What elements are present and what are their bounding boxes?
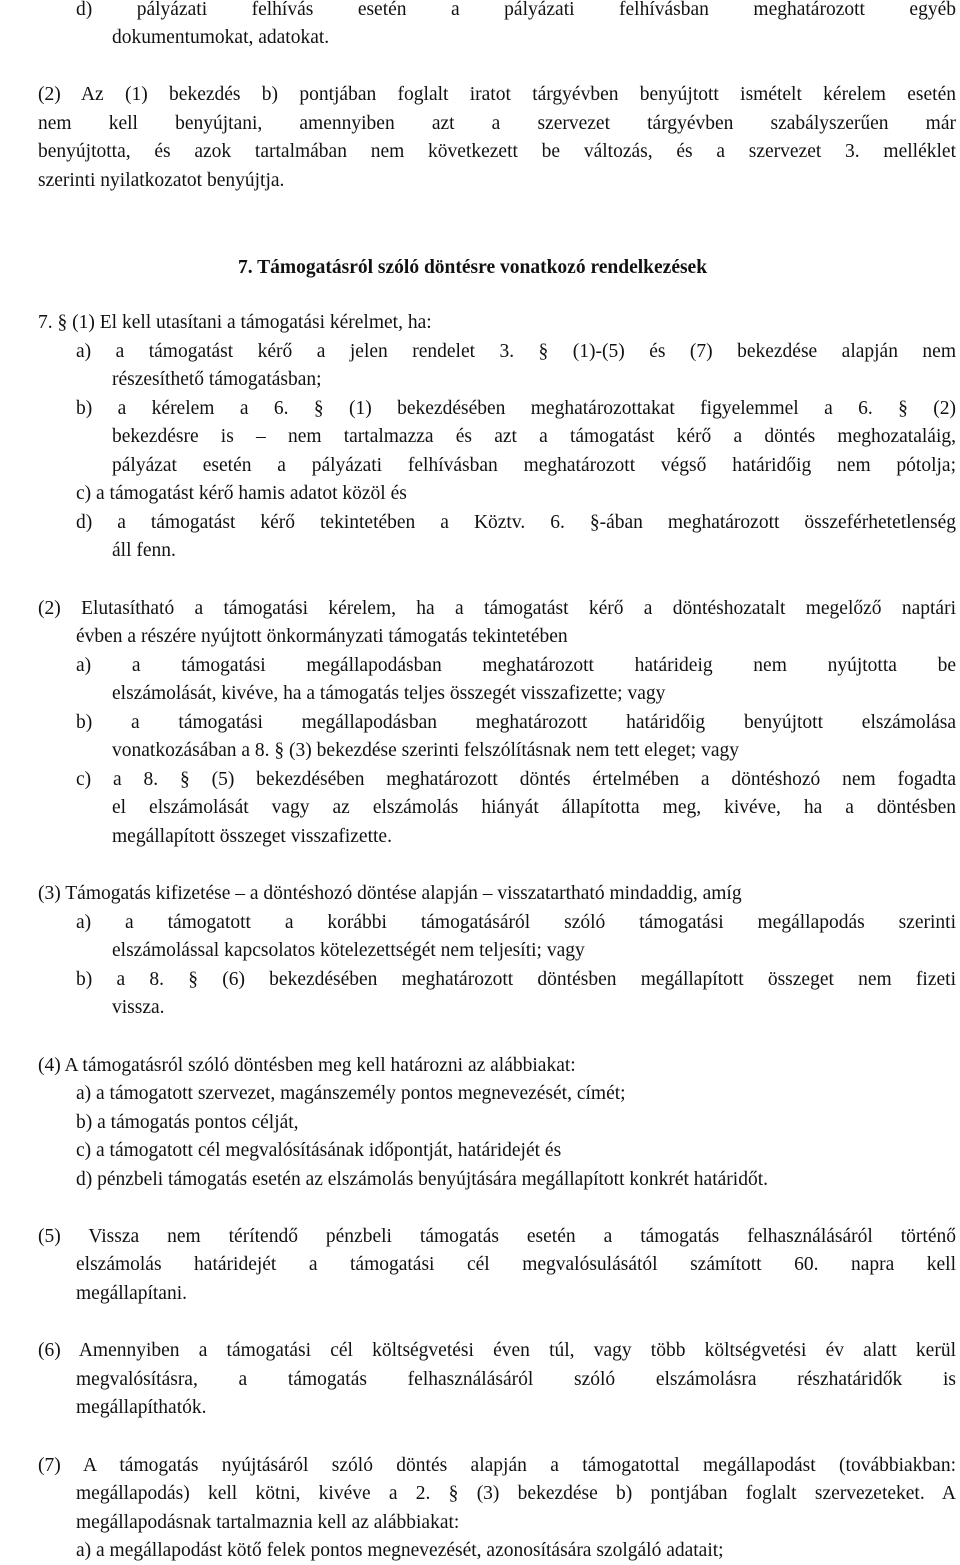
item-d-line-2: dokumentumokat, adatokat. — [112, 27, 330, 48]
s7-2-line-1: (2) Elutasítható a támogatási kérelem, ha a támogatást kérő a döntéshozatalt megelőző naptári — [38, 598, 956, 619]
s7-4-line-1: (4) A támogatásról szóló döntésben meg kell határozni az alábbiakat: — [38, 1055, 576, 1076]
s7-5-line-1: (5) Vissza nem térítendő pénzbeli támogatás esetén a támogatás felhasználásáról történő — [38, 1226, 956, 1247]
s7-1-line-1: 7. § (1) El kell utasítani a támogatási kérelmet, ha: — [38, 312, 432, 333]
s7-2-line-2: évben a részére nyújtott önkormányzati támogatás tekintetében — [76, 626, 568, 647]
s7-3-line-3: elszámolással kapcsolatos kötelezettségét nem teljesíti; vagy — [112, 940, 585, 961]
s7-1-line-8: d) a támogatást kérő tekintetében a Köztv. 6. §-ában meghatározott összeférhetetlenség — [76, 512, 956, 533]
s7-4-line-5: d) pénzbeli támogatás esetén az elszámolás benyújtására megállapított konkrét határidőt. — [76, 1169, 768, 1190]
s7-4-line-4: c) a támogatott cél megvalósításának időpontját, határidejét és — [76, 1140, 562, 1161]
s7-1-line-9: áll fenn. — [112, 540, 176, 561]
s7-6-line-2: megvalósításra, a támogatás felhasználásáról szóló elszámolásra részhatáridők is — [76, 1369, 956, 1390]
p2-line-4: szerinti nyilatkozatot benyújtja. — [38, 170, 285, 191]
s7-3-line-1: (3) Támogatás kifizetése – a döntéshozó döntése alapján – visszatartható mindaddig, amíg — [38, 883, 742, 904]
p2-line-2: nem kell benyújtani, amennyiben azt a szervezet tárgyévben szabályszerűen már — [38, 113, 956, 134]
section-heading: 7. Támogatásról szóló döntésre vonatkozó rendelkezések — [238, 257, 708, 278]
s7-5-line-3: megállapítani. — [76, 1283, 188, 1304]
s7-1-line-4: b) a kérelem a 6. § (1) bekezdésében meghatározottakat figyelemmel a 6. § (2) — [76, 398, 956, 419]
s7-2-line-4: elszámolását, kivéve, ha a támogatás teljes összegét visszafizette; vagy — [112, 683, 666, 704]
s7-1-line-5: bekezdésre is – nem tartalmazza és azt a támogatást kérő a döntés meghozataláig, — [112, 426, 956, 447]
p2-line-3: benyújtotta, és azok tartalmában nem következett be változás, és a szervezet 3. melléklet — [38, 141, 956, 162]
s7-5-line-2: elszámolás határidejét a támogatási cél megvalósulásától számított 60. napra kell — [76, 1254, 956, 1275]
s7-3-line-4: b) a 8. § (6) bekezdésében meghatározott döntésben megállapított összeget nem fizeti — [76, 969, 956, 990]
s7-2-line-3: a) a támogatási megállapodásban meghatározott határideig nem nyújtotta be — [76, 655, 956, 676]
s7-4-line-3: b) a támogatás pontos célját, — [76, 1112, 299, 1133]
s7-2-line-8: el elszámolását vagy az elszámolás hiányát állapította meg, kivéve, ha a döntésben — [112, 797, 956, 818]
p2-line-1: (2) Az (1) bekezdés b) pontjában foglalt iratot tárgyévben benyújtott ismételt kérelem esetén — [38, 84, 956, 105]
s7-6-line-3: megállapíthatók. — [76, 1397, 207, 1418]
s7-7-line-2: megállapodás) kell kötni, kivéve a 2. § (3) bekezdése b) pontjában foglalt szervezeteket. A — [76, 1483, 956, 1504]
s7-3-line-2: a) a támogatott a korábbi támogatásáról szóló támogatási megállapodás szerinti — [76, 912, 956, 933]
s7-7-line-1: (7) A támogatás nyújtásáról szóló döntés alapján a támogatottal megállapodást (továbbiakban: — [38, 1455, 956, 1476]
s7-1-line-3: részesíthető támogatásban; — [112, 369, 322, 390]
s7-7-line-4: a) a megállapodást kötő felek pontos megnevezését, azonosítására szolgáló adatait; — [76, 1540, 724, 1561]
s7-2-line-9: megállapított összeget visszafizette. — [112, 826, 392, 847]
s7-3-line-5: vissza. — [112, 997, 165, 1018]
s7-1-line-2: a) a támogatást kérő a jelen rendelet 3. § (1)-(5) és (7) bekezdése alapján nem — [76, 341, 956, 362]
s7-2-line-6: vonatkozásában a 8. § (3) bekezdése szerinti felszólításnak nem tett eleget; vagy — [112, 740, 739, 761]
s7-4-line-2: a) a támogatott szervezet, magánszemély pontos megnevezését, címét; — [76, 1083, 626, 1104]
s7-2-line-5: b) a támogatási megállapodásban meghatározott határidőig benyújtott elszámolása — [76, 712, 956, 733]
s7-6-line-1: (6) Amennyiben a támogatási cél költségvetési éven túl, vagy több költségvetési év alatt kerül — [38, 1340, 956, 1361]
s7-1-line-6: pályázat esetén a pályázati felhívásban meghatározott végső határidőig nem pótolja; — [112, 455, 956, 476]
s7-2-line-7: c) a 8. § (5) bekezdésében meghatározott döntés értelmében a döntéshozó nem fogadta — [76, 769, 956, 790]
s7-7-line-3: megállapodásnak tartalmaznia kell az alábbiakat: — [76, 1512, 460, 1533]
item-d-line-1: d) pályázati felhívás esetén a pályázati felhívásban meghatározott egyéb — [76, 0, 956, 20]
s7-1-line-7: c) a támogatást kérő hamis adatot közöl és — [76, 483, 407, 504]
